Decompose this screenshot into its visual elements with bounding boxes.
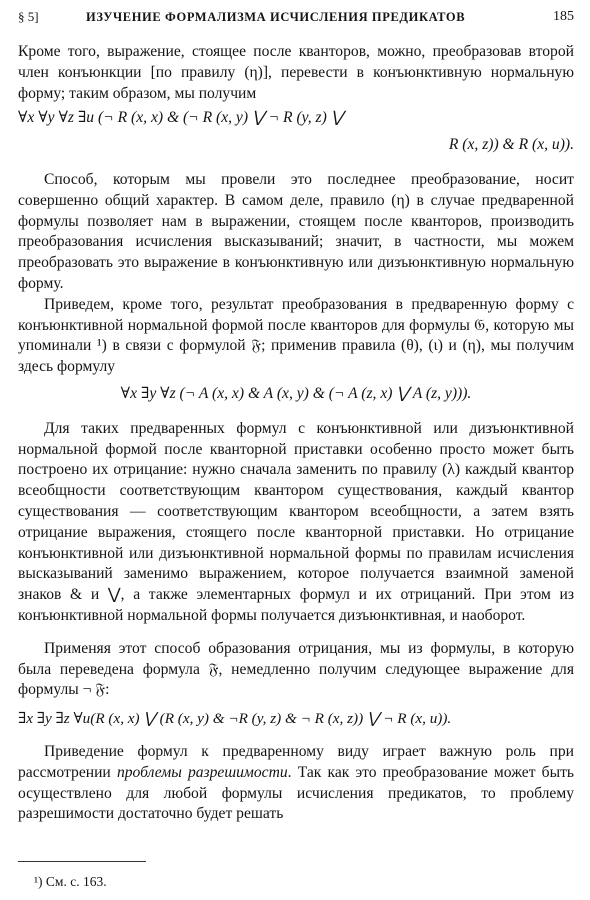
formula-1-line-1: ∀x ∀y ∀z ∃u (¬ R (x, x) & (¬ R (x, y) ⋁ ¬ R (y, z) ⋁ [18,109,344,127]
emphasis-decidability-problem: проблемы разрешимости [116,763,288,781]
page-number: 185 [553,9,574,24]
footnote-rule [18,861,146,862]
formula-2: ∀x ∃y ∀z (¬ A (x, x) & A (x, y) & (¬ A (z, x) ⋁ A (z, y))). [120,384,472,402]
running-header [18,7,574,27]
paragraph-6-end: . Так как это преобразование может быть осуществлено для любой формулы исчисления предикатов, то проблему разрешимости достаточно будет решать [18,763,574,823]
formula-1-line-2: R (x, z)) & R (x, u)). [448,136,574,154]
paragraph-1: Кроме того, выражение, стоящее после кванторов, можно, преобразовав второй член конъюнкции [по правилу (η)], перевести в конъюнктивную нормальную форму; таким образом, мы получим [18,43,574,102]
paragraph-2: Способ, которым мы провели это последнее преобразование, носит совершенно общий характер. В самом деле, правило (η) в случае предваренной формулы позволяет нам в выражении, стоящем после кванторов, производить преобразования исчисления высказываний; значит, в частности, мы можем преобразовать это выражение в конъюнктивную или дизъюнктивную нормальную форму. [18,170,574,292]
paragraph-6-start: Приведение формул к предваренному виду играет важную роль при рассмотрении [18,742,574,781]
running-title: ИЗУЧЕНИЕ ФОРМАЛИЗМА ИСЧИСЛЕНИЯ ПРЕДИКАТОВ [86,10,466,24]
section-marker: § 5] [18,9,39,24]
paragraph-6 [18,742,574,825]
footnote: ¹) См. с. 163. [34,874,107,889]
page-body [18,42,574,825]
paragraph-4: Для таких предваренных формул с конъюнктивной или дизъюнктивной нормальной формой после кванторной приставки особенно просто может быть построено их отрицание: нужно сначала заменить по правилу (λ) каждый квантор всеобщности соответствующим квантором существования, каждый квантор существования — соответствующим квантором всеобщности, а затем взять отрицание выражения, стоящего после кванторной приставки. Но отрицание конъюнктивной или дизъюнктивной нормальной формы по правилам исчисления высказываний заменимо выражением, которое получается взаимной заменой знаков & и ⋁, а также элементарных формул и их отрицаний. При этом из конъюнктивной нормальной формы получается дизъюнктивная, и наоборот. [18,419,574,624]
formula-3: ∃x ∃y ∃z ∀u(R (x, x) ⋁ (R (x, y) & ¬R (y, z) & ¬ R (x, z)) ⋁ ¬ R (x, u)). [18,710,452,728]
paragraph-5: Применяя этот способ образования отрицания, мы из формулы, в которую была переведена формула 𝔉, немедленно получим следующее выражение для формулы ¬ 𝔉: [18,639,574,699]
paragraph-3: Приведем, кроме того, результат преобразования в предваренную форму с конъюнктивной нормальной формой после кванторов для формулы 𝔊, которую мы упоминали ¹) в связи с формулой 𝔉; применив правила (θ), (ι) и (η), мы получим здесь формулу [18,295,574,376]
book-page [18,0,574,900]
